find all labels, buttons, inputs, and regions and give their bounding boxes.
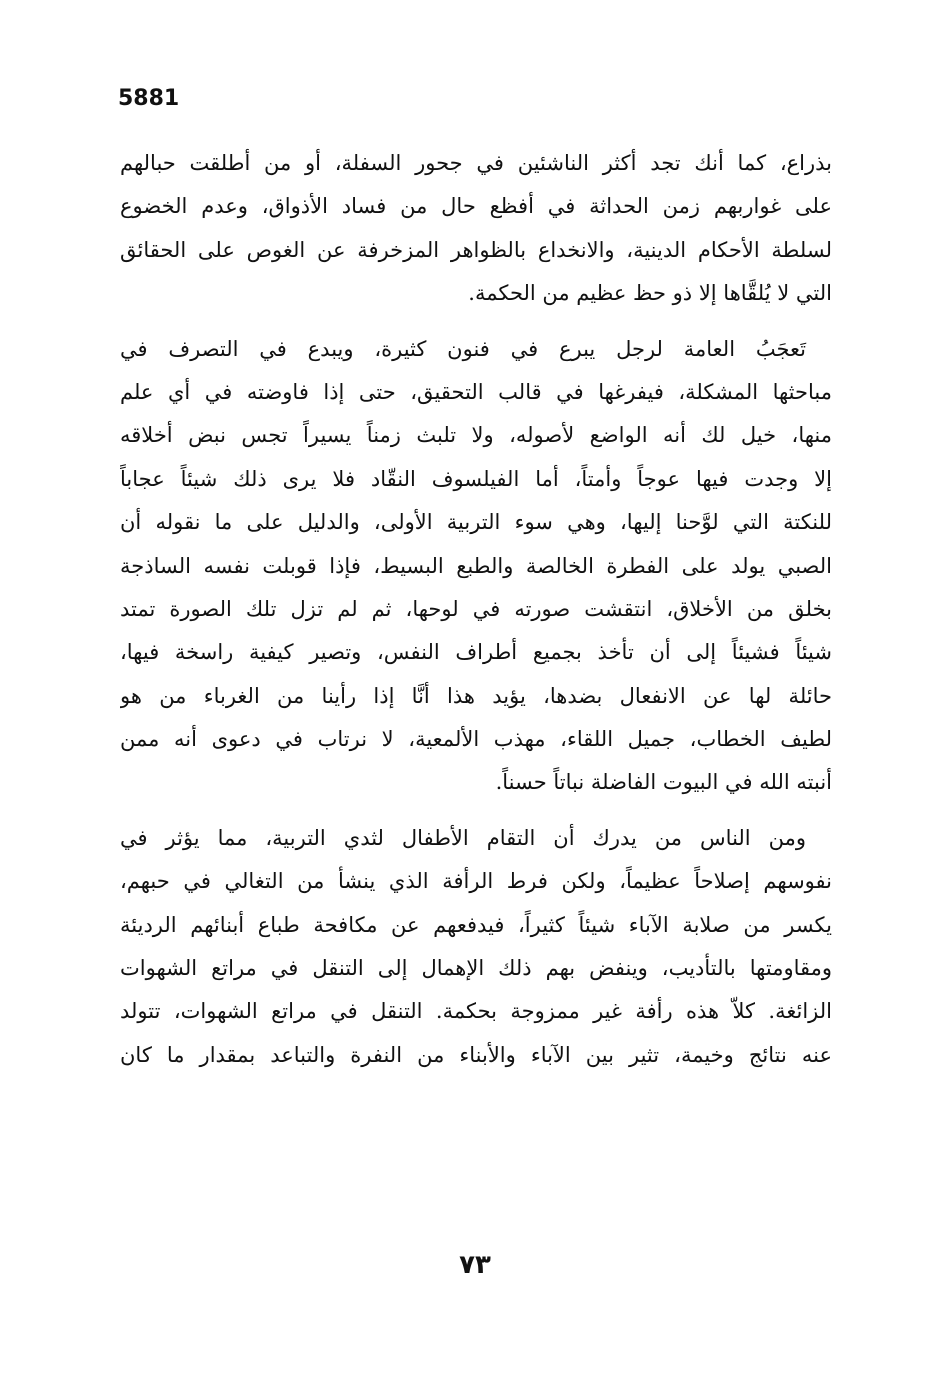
page-number: ٧٣ xyxy=(459,1250,491,1280)
text-line: شيئاً فشيئاً إلى أن تأخذ بجميع أطراف النفس، وتصير كيفية راسخة فيها، xyxy=(120,640,832,665)
paragraph-3 xyxy=(120,817,832,1077)
text-line: بذراع، كما أنك تجد أكثر الناشئين في جحور السفلة، أو من أطلقت حبالهم xyxy=(120,151,832,175)
text-line: عنه نتائج وخيمة، تثير بين الآباء والأبناء من النفرة والتباعد بمقدار ما كان xyxy=(120,1042,832,1067)
page-id: 5881 xyxy=(118,86,180,111)
text-line: الصبي يولد على الفطرة الخالصة والطبع البسيط، فإذا قوبلت نفسه الساذجة xyxy=(120,553,832,578)
paragraph-1 xyxy=(120,142,832,316)
paragraph-2 xyxy=(120,328,832,805)
text-line: على غواربهم زمن الحداثة في أفظع حال من فساد الأذواق، وعدم الخضوع xyxy=(120,194,832,219)
text-line: تَعجَبُ العامة لرجل يبرع في فنون كثيرة، ويبدع في التصرف في xyxy=(120,336,806,361)
text-line: حائلة لها عن الانفعال بضدها، يؤيد هذا أنَّا إذا رأينا من الغرباء من هو xyxy=(120,683,832,708)
text-line: منها، خيل لك أنه الواضع لأصوله، ولا تلبث زمناً يسيراً تجس نبض أخلاقه xyxy=(120,423,832,448)
text-line: ومقاومتها بالتأديب، وينفض بهم ذلك الإهمال إلى التنقل في مراتع الشهوات xyxy=(120,956,832,981)
text-line: للنكتة التي لوَّحنا إليها، وهي سوء التربية الأولى، والدليل على ما نقوله أن xyxy=(120,510,832,535)
text-line: مباحثها المشكلة، فيفرغها في قالب التحقيق، حتى إذا فاوضته في أي علم xyxy=(120,379,832,404)
text-line: لطيف الخطاب، جميل اللقاء، مهذب الألمعية، لا نرتاب في دعوى أنه ممن xyxy=(120,727,832,752)
text-line: بخلق من الأخلاق، انتقشت صورته في لوحها، ثم لم تزل تلك الصورة تمتد xyxy=(120,596,832,621)
text-line: التي لا يُلقَّاها إلا ذو حظ عظيم من الحكمة. xyxy=(468,281,832,306)
text-line: ومن الناس من يدرك أن التقام الأطفال لثدي التربية، مما يؤثر في xyxy=(120,825,806,850)
text-line: لسلطة الأحكام الدينية، والانخداع بالظواهر المزخرفة عن الغوص على الحقائق xyxy=(120,237,832,262)
text-line: يكسر من صلابة الآباء شيئاً كثيراً، فيدفعهم عن مكافحة طباع أبنائهم الرديئة xyxy=(120,912,832,937)
text-line: إلا وجدت فيها عوجاً وأمتاً، أما الفيلسوف النقّاد فلا يرى ذلك شيئاً عجاباً xyxy=(120,466,832,491)
text-line: نفوسهم إصلاحاً عظيماً، ولكن فرط الرأفة الذي ينشأ من التغالي في حبهم، xyxy=(120,869,832,894)
body-text xyxy=(120,142,832,1089)
text-line: الزائغة. كلاّ هذه رأفة غير ممزوجة بحكمة. التنقل في مراتع الشهوات، تتولد xyxy=(120,999,832,1024)
text-line: أنبته الله في البيوت الفاضلة نباتاً حسناً. xyxy=(495,770,832,795)
